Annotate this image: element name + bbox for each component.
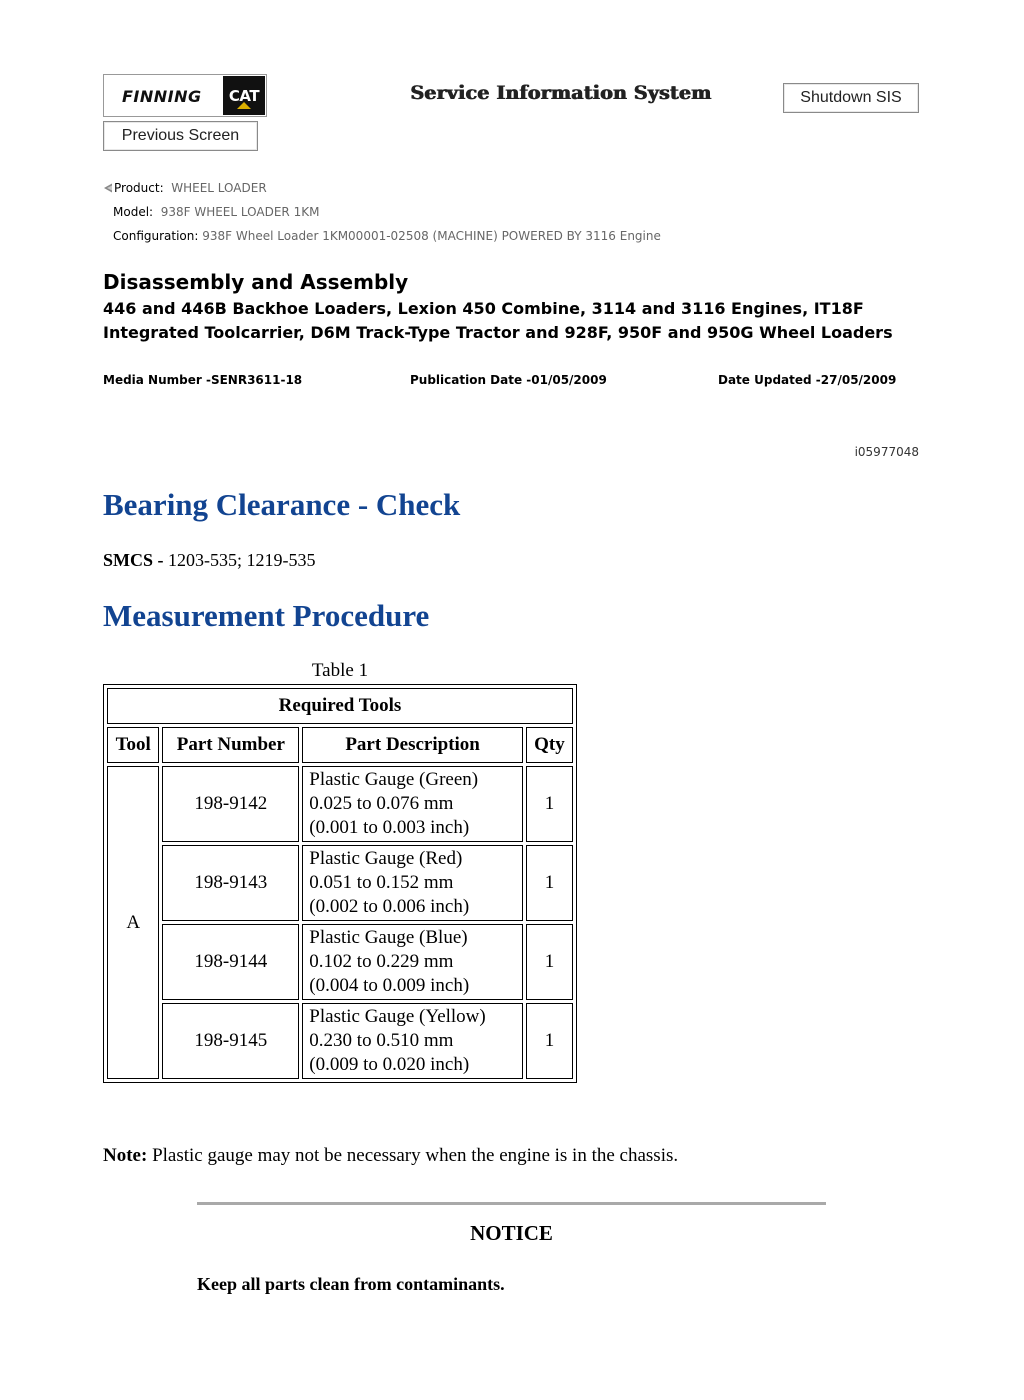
table-row — [107, 1003, 573, 1079]
page-title: Bearing Clearance - Check — [103, 487, 461, 522]
column-header: Qty — [526, 727, 573, 763]
tool-cell: A — [107, 766, 159, 1079]
section-title: Measurement Procedure — [103, 598, 430, 633]
cat-logo: CAT — [223, 76, 265, 115]
table-title: Required Tools — [107, 688, 573, 724]
part-number-cell: 198-9144 — [162, 924, 299, 1000]
notice-text: Keep all parts clean from contaminants. — [197, 1274, 505, 1294]
notice-title: NOTICE — [470, 1221, 553, 1245]
smcs-line — [103, 550, 316, 571]
product-label: Product: — [114, 181, 164, 195]
date-updated: Date Updated -27/05/2009 — [718, 373, 897, 387]
product-line — [103, 181, 267, 195]
publication-date: Publication Date -01/05/2009 — [410, 373, 607, 387]
part-description-cell: Plastic Gauge (Yellow) 0.230 to 0.510 mm (0.009 to 0.020 inch) — [302, 1003, 523, 1079]
configuration-line — [113, 229, 661, 243]
part-description-cell: Plastic Gauge (Red) 0.051 to 0.152 mm (0.002 to 0.006 inch) — [302, 845, 523, 921]
table-caption: Table 1 — [311, 660, 369, 681]
table-row — [107, 766, 573, 842]
model-label: Model: — [113, 205, 154, 219]
required-tools-table — [103, 684, 577, 1083]
model-value: 938F WHEEL LOADER 1KM — [160, 205, 320, 219]
product-value: WHEEL LOADER — [171, 181, 267, 195]
qty-cell: 1 — [526, 766, 573, 842]
part-description-cell: Plastic Gauge (Green) 0.025 to 0.076 mm (0.001 to 0.003 inch) — [302, 766, 523, 842]
column-header: Part Description — [302, 727, 523, 763]
smcs-value: 1203-535; 1219-535 — [168, 550, 316, 570]
notice-divider — [197, 1202, 826, 1205]
document-subtitle: 446 and 446B Backhoe Loaders, Lexion 450 Combine, 3114 and 3116 Engines, IT18F Integrated Toolcarrier, D6M Track-Type Tractor and 928F, 950F and 950G Wheel Loaders — [103, 299, 893, 342]
previous-screen-button[interactable]: Previous Screen — [103, 121, 258, 151]
qty-cell: 1 — [526, 845, 573, 921]
part-number-cell: 198-9142 — [162, 766, 299, 842]
table-row — [107, 924, 573, 1000]
document-type: Disassembly and Assembly — [103, 270, 409, 294]
note — [103, 1145, 678, 1167]
model-line — [113, 205, 319, 219]
note-text: Plastic gauge may not be necessary when the engine is in the chassis. — [152, 1145, 679, 1166]
finning-logo-text: FINNING — [122, 87, 202, 106]
qty-cell: 1 — [526, 1003, 573, 1079]
sis-title: Service Information System — [410, 82, 712, 104]
qty-cell: 1 — [526, 924, 573, 1000]
configuration-label: Configuration: — [113, 229, 199, 243]
note-label: Note: — [103, 1145, 148, 1166]
column-header: Tool — [107, 727, 159, 763]
back-arrow-icon[interactable] — [103, 182, 113, 192]
shutdown-sis-button[interactable]: Shutdown SIS — [783, 83, 919, 113]
part-number-cell: 198-9145 — [162, 1003, 299, 1079]
part-number-cell: 198-9143 — [162, 845, 299, 921]
table-row — [107, 845, 573, 921]
finning-cat-logo — [103, 74, 267, 117]
column-header: Part Number — [162, 727, 299, 763]
media-number: Media Number -SENR3611-18 — [103, 373, 303, 387]
smcs-label: SMCS - — [103, 550, 164, 570]
document-id: i05977048 — [854, 445, 919, 459]
configuration-value: 938F Wheel Loader 1KM00001-02508 (MACHINE) POWERED BY 3116 Engine — [202, 229, 661, 243]
part-description-cell: Plastic Gauge (Blue) 0.102 to 0.229 mm (0.004 to 0.009 inch) — [302, 924, 523, 1000]
